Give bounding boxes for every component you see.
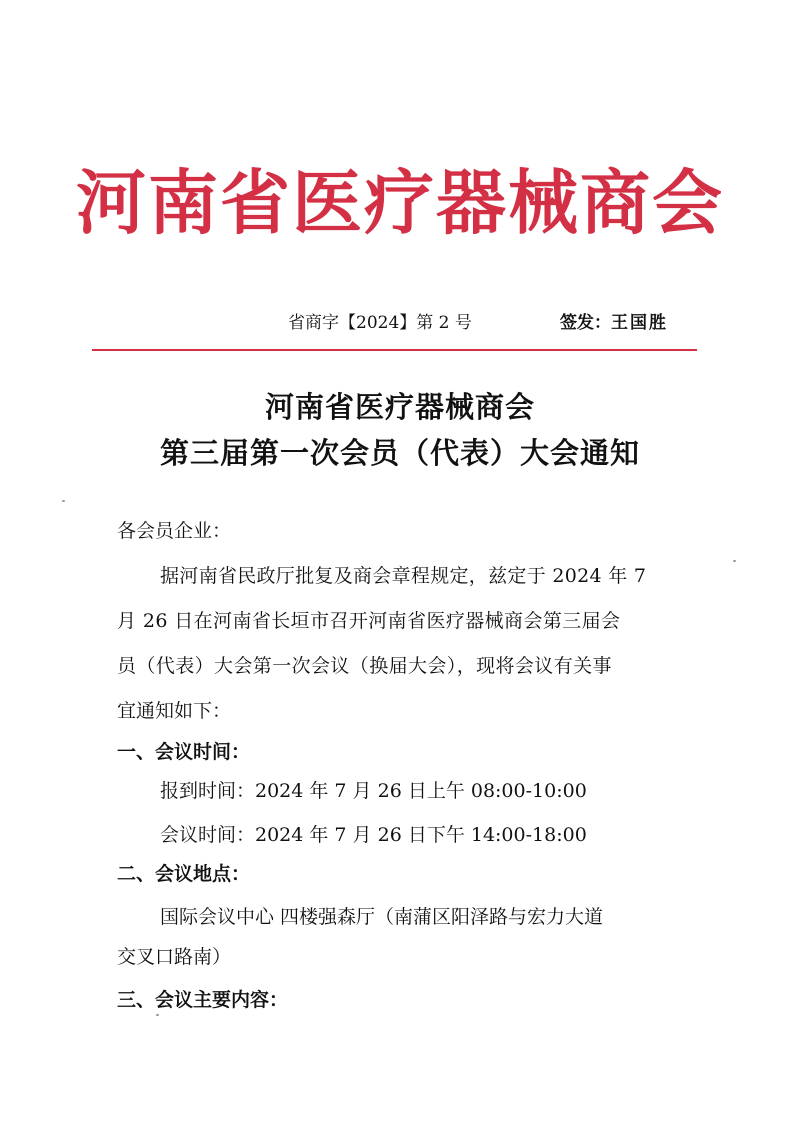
document-title-line-1: 河南省医疗器械商会 bbox=[264, 390, 535, 424]
section-heading-content: 三、会议主要内容： bbox=[117, 989, 289, 1011]
document-number: 省商字【2024】第 2 号 bbox=[288, 313, 472, 333]
scan-speck bbox=[733, 560, 736, 562]
section-heading-location: 二、会议地点： bbox=[117, 863, 251, 885]
scan-speck bbox=[62, 500, 65, 502]
section-heading-time: 一、会议时间： bbox=[117, 741, 251, 763]
meeting-time: 会议时间：2024 年 7 月 26 日下午 14:00-18:00 bbox=[160, 824, 587, 846]
signer-block bbox=[560, 310, 668, 336]
document-title-line-2: 第三届第一次会员（代表）大会通知 bbox=[159, 436, 640, 470]
location-line: 国际会议中心 四楼强森厅（南蒲区阳泽路与宏力大道 bbox=[160, 906, 604, 928]
intro-line: 据河南省民政厅批复及商会章程规定，兹定于 2024 年 7 bbox=[160, 565, 647, 587]
salutation: 各会员企业： bbox=[117, 520, 232, 542]
scan-speck bbox=[156, 1014, 159, 1016]
location-line: 交叉口路南） bbox=[117, 946, 232, 968]
registration-time: 报到时间：2024 年 7 月 26 日上午 08:00-10:00 bbox=[160, 780, 587, 802]
letterhead-divider bbox=[92, 349, 697, 351]
intro-line: 月 26 日在河南省长垣市召开河南省医疗器械商会第三届会 bbox=[117, 610, 621, 632]
signer-name: 王国胜 bbox=[611, 313, 668, 333]
intro-line: 宜通知如下： bbox=[117, 700, 232, 722]
org-letterhead: 河南省医疗器械商会 bbox=[76, 161, 724, 244]
signer-label: 签发： bbox=[560, 313, 611, 333]
intro-line: 员（代表）大会第一次会议（换届大会），现将会议有关事 bbox=[117, 655, 612, 677]
